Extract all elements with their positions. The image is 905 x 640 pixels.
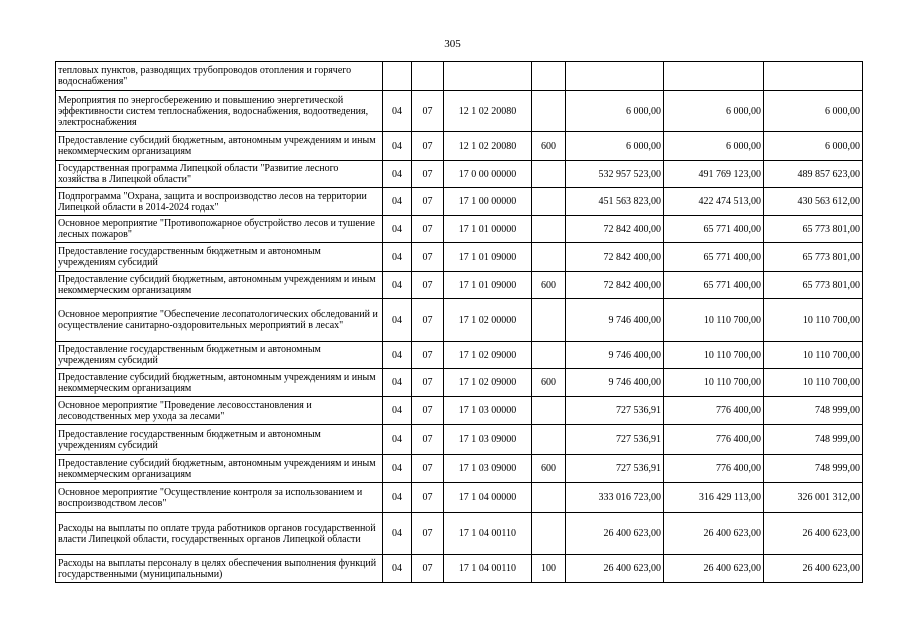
subsection-code: 07 bbox=[412, 161, 444, 188]
target-article-code: 17 1 04 00000 bbox=[444, 483, 532, 513]
amount-year-1: 9 746 400,00 bbox=[566, 299, 664, 342]
table-row bbox=[56, 216, 863, 243]
section-code: 04 bbox=[383, 91, 412, 132]
table-row bbox=[56, 132, 863, 161]
section-code: 04 bbox=[383, 455, 412, 483]
amount-year-2: 776 400,00 bbox=[664, 397, 764, 425]
amount-year-2: 6 000,00 bbox=[664, 91, 764, 132]
amount-year-3: 65 773 801,00 bbox=[764, 243, 863, 272]
amount-year-2: 6 000,00 bbox=[664, 132, 764, 161]
amount-year-2: 316 429 113,00 bbox=[664, 483, 764, 513]
section-code bbox=[383, 62, 412, 91]
amount-year-3: 26 400 623,00 bbox=[764, 513, 863, 555]
table-row bbox=[56, 455, 863, 483]
section-code: 04 bbox=[383, 188, 412, 216]
amount-year-1: 72 842 400,00 bbox=[566, 272, 664, 299]
amount-year-1: 26 400 623,00 bbox=[566, 555, 664, 583]
subsection-code: 07 bbox=[412, 299, 444, 342]
amount-year-3: 430 563 612,00 bbox=[764, 188, 863, 216]
section-code: 04 bbox=[383, 369, 412, 397]
target-article-code: 17 1 03 09000 bbox=[444, 425, 532, 455]
row-name: Предоставление государственным бюджетным и автономным учреждениям субсидий bbox=[56, 243, 383, 272]
expense-type-code bbox=[532, 513, 566, 555]
table-row bbox=[56, 91, 863, 132]
expense-type-code bbox=[532, 425, 566, 455]
target-article-code: 17 1 02 00000 bbox=[444, 299, 532, 342]
expense-type-code: 600 bbox=[532, 272, 566, 299]
target-article-code: 17 1 02 09000 bbox=[444, 342, 532, 369]
amount-year-2: 26 400 623,00 bbox=[664, 555, 764, 583]
amount-year-1: 72 842 400,00 bbox=[566, 243, 664, 272]
target-article-code: 17 1 03 09000 bbox=[444, 455, 532, 483]
amount-year-1: 26 400 623,00 bbox=[566, 513, 664, 555]
section-code: 04 bbox=[383, 425, 412, 455]
amount-year-1: 6 000,00 bbox=[566, 91, 664, 132]
amount-year-2: 422 474 513,00 bbox=[664, 188, 764, 216]
table-row bbox=[56, 397, 863, 425]
amount-year-3: 65 773 801,00 bbox=[764, 272, 863, 299]
subsection-code: 07 bbox=[412, 425, 444, 455]
expense-type-code: 600 bbox=[532, 369, 566, 397]
amount-year-1: 727 536,91 bbox=[566, 397, 664, 425]
amount-year-3: 326 001 312,00 bbox=[764, 483, 863, 513]
row-name: Подпрограмма "Охрана, защита и воспроизводство лесов на территории Липецкой области в 2014-2024 годах" bbox=[56, 188, 383, 216]
subsection-code: 07 bbox=[412, 483, 444, 513]
target-article-code: 17 1 01 09000 bbox=[444, 272, 532, 299]
target-article-code: 17 1 01 00000 bbox=[444, 216, 532, 243]
amount-year-2: 65 771 400,00 bbox=[664, 216, 764, 243]
row-name: Государственная программа Липецкой области "Развитие лесного хозяйства в Липецкой области" bbox=[56, 161, 383, 188]
amount-year-1: 727 536,91 bbox=[566, 455, 664, 483]
page-number: 305 bbox=[444, 38, 461, 50]
target-article-code: 17 1 01 09000 bbox=[444, 243, 532, 272]
subsection-code: 07 bbox=[412, 132, 444, 161]
amount-year-2 bbox=[664, 62, 764, 91]
table-row bbox=[56, 272, 863, 299]
amount-year-2: 776 400,00 bbox=[664, 425, 764, 455]
expense-type-code bbox=[532, 483, 566, 513]
amount-year-1: 451 563 823,00 bbox=[566, 188, 664, 216]
amount-year-3: 26 400 623,00 bbox=[764, 555, 863, 583]
amount-year-2: 10 110 700,00 bbox=[664, 342, 764, 369]
section-code: 04 bbox=[383, 161, 412, 188]
table-row bbox=[56, 243, 863, 272]
expense-type-code bbox=[532, 188, 566, 216]
expense-type-code: 600 bbox=[532, 455, 566, 483]
amount-year-1 bbox=[566, 62, 664, 91]
row-name: Основное мероприятие "Обеспечение лесопатологических обследований и осуществление санитарно-оздоровительных мероприятий в лесах" bbox=[56, 299, 383, 342]
table-row bbox=[56, 299, 863, 342]
expense-type-code: 600 bbox=[532, 132, 566, 161]
row-name: Основное мероприятие "Проведение лесовосстановления и лесоводственных мер ухода за лесами" bbox=[56, 397, 383, 425]
target-article-code: 17 1 02 09000 bbox=[444, 369, 532, 397]
target-article-code: 12 1 02 20080 bbox=[444, 132, 532, 161]
amount-year-1: 9 746 400,00 bbox=[566, 369, 664, 397]
row-name: тепловых пунктов, разводящих трубопроводов отопления и горячего водоснабжения" bbox=[56, 62, 383, 91]
amount-year-1: 72 842 400,00 bbox=[566, 216, 664, 243]
section-code: 04 bbox=[383, 342, 412, 369]
amount-year-1: 333 016 723,00 bbox=[566, 483, 664, 513]
amount-year-3: 748 999,00 bbox=[764, 425, 863, 455]
subsection-code: 07 bbox=[412, 243, 444, 272]
target-article-code: 17 1 03 00000 bbox=[444, 397, 532, 425]
amount-year-3: 10 110 700,00 bbox=[764, 342, 863, 369]
row-name: Основное мероприятие "Противопожарное обустройство лесов и тушение лесных пожаров" bbox=[56, 216, 383, 243]
table-row bbox=[56, 161, 863, 188]
section-code: 04 bbox=[383, 483, 412, 513]
budget-table bbox=[55, 61, 863, 583]
row-name: Предоставление субсидий бюджетным, автономным учреждениям и иным некоммерческим организациям bbox=[56, 132, 383, 161]
amount-year-3: 748 999,00 bbox=[764, 397, 863, 425]
expense-type-code bbox=[532, 91, 566, 132]
amount-year-2: 65 771 400,00 bbox=[664, 272, 764, 299]
amount-year-1: 9 746 400,00 bbox=[566, 342, 664, 369]
row-name: Основное мероприятие "Осуществление контроля за использованием и воспроизводством лесов" bbox=[56, 483, 383, 513]
table-row bbox=[56, 62, 863, 91]
expense-type-code bbox=[532, 62, 566, 91]
table-row bbox=[56, 188, 863, 216]
subsection-code: 07 bbox=[412, 188, 444, 216]
subsection-code: 07 bbox=[412, 397, 444, 425]
amount-year-1: 727 536,91 bbox=[566, 425, 664, 455]
table-row bbox=[56, 483, 863, 513]
row-name: Предоставление субсидий бюджетным, автономным учреждениям и иным некоммерческим организациям bbox=[56, 369, 383, 397]
amount-year-3: 65 773 801,00 bbox=[764, 216, 863, 243]
target-article-code: 17 1 00 00000 bbox=[444, 188, 532, 216]
expense-type-code bbox=[532, 397, 566, 425]
row-name: Предоставление субсидий бюджетным, автономным учреждениям и иным некоммерческим организациям bbox=[56, 455, 383, 483]
subsection-code: 07 bbox=[412, 342, 444, 369]
amount-year-2: 491 769 123,00 bbox=[664, 161, 764, 188]
row-name: Предоставление государственным бюджетным и автономным учреждениям субсидий bbox=[56, 342, 383, 369]
section-code: 04 bbox=[383, 513, 412, 555]
amount-year-1: 532 957 523,00 bbox=[566, 161, 664, 188]
amount-year-2: 10 110 700,00 bbox=[664, 369, 764, 397]
target-article-code: 17 1 04 00110 bbox=[444, 555, 532, 583]
target-article-code bbox=[444, 62, 532, 91]
section-code: 04 bbox=[383, 216, 412, 243]
amount-year-2: 776 400,00 bbox=[664, 455, 764, 483]
table-row bbox=[56, 369, 863, 397]
row-name: Мероприятия по энергосбережению и повышению энергетической эффективности систем теплоснабжения, водоснабжения, водоотведения, электроснабжения bbox=[56, 91, 383, 132]
amount-year-3: 489 857 623,00 bbox=[764, 161, 863, 188]
expense-type-code bbox=[532, 342, 566, 369]
table-row bbox=[56, 513, 863, 555]
amount-year-2: 65 771 400,00 bbox=[664, 243, 764, 272]
section-code: 04 bbox=[383, 555, 412, 583]
section-code: 04 bbox=[383, 299, 412, 342]
expense-type-code bbox=[532, 216, 566, 243]
amount-year-3: 10 110 700,00 bbox=[764, 299, 863, 342]
table-row bbox=[56, 342, 863, 369]
target-article-code: 17 1 04 00110 bbox=[444, 513, 532, 555]
subsection-code: 07 bbox=[412, 455, 444, 483]
row-name: Предоставление субсидий бюджетным, автономным учреждениям и иным некоммерческим организациям bbox=[56, 272, 383, 299]
amount-year-2: 10 110 700,00 bbox=[664, 299, 764, 342]
section-code: 04 bbox=[383, 243, 412, 272]
subsection-code: 07 bbox=[412, 216, 444, 243]
section-code: 04 bbox=[383, 132, 412, 161]
table-row bbox=[56, 555, 863, 583]
expense-type-code bbox=[532, 161, 566, 188]
amount-year-2: 26 400 623,00 bbox=[664, 513, 764, 555]
subsection-code bbox=[412, 62, 444, 91]
amount-year-3: 10 110 700,00 bbox=[764, 369, 863, 397]
amount-year-3: 6 000,00 bbox=[764, 132, 863, 161]
expense-type-code: 100 bbox=[532, 555, 566, 583]
target-article-code: 12 1 02 20080 bbox=[444, 91, 532, 132]
amount-year-3: 748 999,00 bbox=[764, 455, 863, 483]
target-article-code: 17 0 00 00000 bbox=[444, 161, 532, 188]
amount-year-3 bbox=[764, 62, 863, 91]
expense-type-code bbox=[532, 299, 566, 342]
subsection-code: 07 bbox=[412, 272, 444, 299]
section-code: 04 bbox=[383, 272, 412, 299]
expense-type-code bbox=[532, 243, 566, 272]
amount-year-3: 6 000,00 bbox=[764, 91, 863, 132]
subsection-code: 07 bbox=[412, 513, 444, 555]
section-code: 04 bbox=[383, 397, 412, 425]
amount-year-1: 6 000,00 bbox=[566, 132, 664, 161]
row-name: Предоставление государственным бюджетным и автономным учреждениям субсидий bbox=[56, 425, 383, 455]
row-name: Расходы на выплаты по оплате труда работников органов государственной власти Липецкой области, государственных органов Липецкой области bbox=[56, 513, 383, 555]
subsection-code: 07 bbox=[412, 91, 444, 132]
row-name: Расходы на выплаты персоналу в целях обеспечения выполнения функций государственными (муниципальными) bbox=[56, 555, 383, 583]
table-row bbox=[56, 425, 863, 455]
subsection-code: 07 bbox=[412, 555, 444, 583]
subsection-code: 07 bbox=[412, 369, 444, 397]
